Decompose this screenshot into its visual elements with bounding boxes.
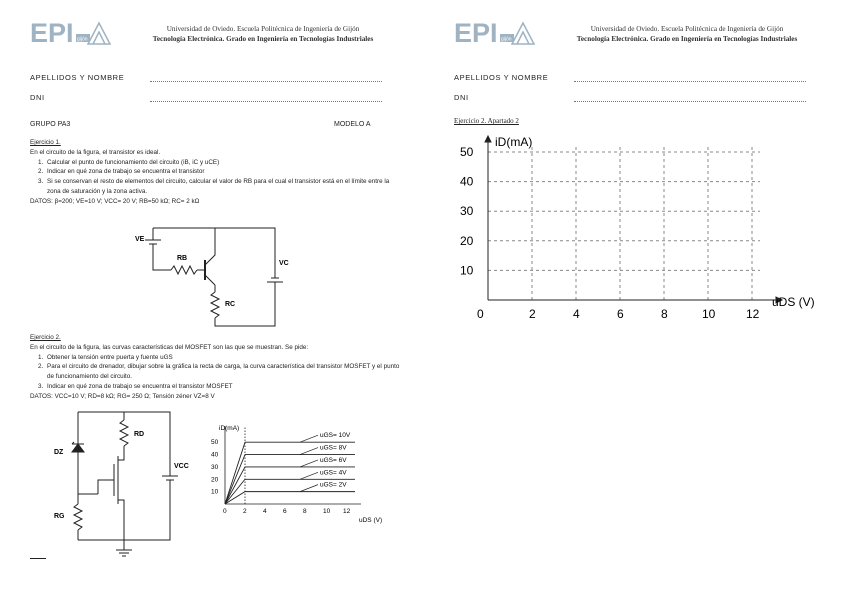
- name-input-line[interactable]: [150, 74, 382, 82]
- chart-ylabel: iD(mA): [219, 425, 240, 432]
- exercise-2-intro: En el circuito de la figura, las curvas características del MOSFET son las que se muestran. Se pide:: [30, 343, 309, 351]
- exercise-2-title: Ejercicio 2.: [30, 334, 61, 341]
- x-tick-label: 0: [223, 508, 227, 515]
- epi-logo: [454, 17, 536, 47]
- resistor-rg: [74, 504, 82, 530]
- name-label: APELLIDOS Y NOMBRE: [30, 73, 125, 82]
- resistor-rd: [120, 420, 128, 446]
- x-tick-label: 12: [343, 508, 351, 515]
- exercise-1-intro: En el circuito de la figura, el transistor es ideal.: [30, 148, 161, 156]
- x-tick-label: 8: [661, 307, 668, 321]
- wire: [118, 500, 124, 540]
- header-line2: Tecnología Electrónica. Grado en Ingeniería en Tecnologías Industriales: [152, 35, 374, 43]
- y-tick-label: 10: [211, 488, 219, 496]
- battery-vc: [267, 278, 283, 282]
- exam-page-right: [424, 0, 848, 599]
- legend-leader: [300, 485, 318, 492]
- series-label: uGS= 4V: [320, 469, 347, 477]
- y-tick-label: 20: [460, 233, 474, 248]
- exercise-1-item: 3. Si se conservan el resto de elementos del circuito, calcular el valor de RB para el cual el transistor está en el límite entre la zona de saturación y la zona activa.: [45, 177, 400, 197]
- y-axis-arrow-icon: [485, 136, 491, 142]
- x-tick-label: 10: [702, 307, 716, 321]
- legend-leader: [300, 435, 318, 442]
- bjt-circuit: [135, 222, 290, 328]
- exercise-1-item: 1. Calcular el punto de funcionamiento del circuito (iB, iC y uCE): [45, 158, 400, 168]
- exercise-2-item: 3. Indicar en qué zona de trabajo se encuentra el transistor MOSFET: [45, 382, 400, 392]
- footer-mark: [30, 558, 46, 559]
- exercise-1-data: DATOS: β=200; VE=10 V; VCC= 20 V; RB=50 kΩ; RC= 2 kΩ: [30, 197, 200, 205]
- building-icon: [88, 23, 110, 44]
- x-tick-label: 0: [477, 307, 484, 321]
- y-tick-label: 40: [460, 174, 474, 189]
- x-tick-label: 4: [263, 508, 267, 515]
- chart-ylabel: iD(mA): [495, 135, 533, 149]
- x-tick-label: 8: [303, 508, 307, 515]
- zener-diode: [72, 442, 84, 452]
- header-line1: Universidad de Oviedo. Escuela Politécnica de Ingeniería de Gijón: [590, 25, 784, 33]
- logo-badge: gijón: [77, 36, 88, 43]
- epi-logo: [30, 17, 112, 47]
- y-tick-label: 50: [211, 439, 219, 447]
- section-title: Ejercicio 2. Apartado 2: [454, 117, 519, 125]
- exercise-2-item: 2. Para el circuito de drenador, dibujar sobre la gráfica la recta de carga, la curva característica del transistor MOSFET y el punto de funcionamiento del circuito.: [45, 362, 400, 382]
- page-header: [552, 24, 822, 44]
- ve-label: VE: [135, 236, 145, 243]
- logo-text: EPI: [30, 18, 74, 47]
- x-tick-label: 4: [573, 307, 580, 321]
- legend-leader: [300, 460, 318, 467]
- mosfet: [114, 446, 124, 504]
- chart-xlabel: uDS (V): [359, 517, 383, 524]
- y-tick-label: 30: [211, 463, 219, 471]
- model-label: MODELO A: [334, 121, 371, 128]
- exercise-1-item: 2. Indicar en qué zona de trabajo se encuentra el transistor: [45, 167, 400, 177]
- dni-input-line[interactable]: [150, 94, 382, 102]
- series-label: uGS= 10V: [320, 432, 351, 440]
- resistor-rc: [211, 292, 219, 318]
- wire: [78, 480, 114, 494]
- wire: [153, 244, 171, 270]
- chart-xlabel: uDS (V): [772, 295, 815, 309]
- resistor-rb: [171, 266, 197, 274]
- exercise-2-item: 1. Obtener la tensión entre puerta y fuente uGS: [45, 353, 400, 363]
- exercise-2-data: DATOS: VCC=10 V; RD=8 kΩ; RG= 250 Ω; Tensión zéner VZ=8 V: [30, 392, 215, 400]
- wire: [215, 228, 275, 278]
- rc-label: RC: [225, 301, 236, 308]
- ground-icon: [116, 540, 132, 556]
- header-line2: Tecnología Electrónica. Grado en Ingeniería en Tecnologías Industriales: [576, 35, 798, 43]
- rd-label: RD: [134, 431, 145, 438]
- legend-leader: [300, 448, 318, 455]
- header-line1: Universidad de Oviedo. Escuela Politécnica de Ingeniería de Gijón: [166, 25, 360, 33]
- x-tick-label: 6: [283, 508, 287, 515]
- dni-label: DNI: [454, 93, 469, 102]
- exercise-1-title: Ejercicio 1.: [30, 139, 61, 146]
- name-label: APELLIDOS Y NOMBRE: [454, 73, 549, 82]
- transistor-leads: [205, 228, 215, 285]
- rg-label: RG: [54, 513, 65, 520]
- y-tick-label: 20: [211, 476, 219, 484]
- y-tick-label: 40: [211, 451, 219, 459]
- battery-ve: [145, 240, 161, 244]
- name-input-line[interactable]: [574, 74, 806, 82]
- wire: [78, 412, 170, 476]
- curve-series: [225, 492, 355, 504]
- building-icon: [512, 23, 534, 44]
- group-label: GRUPO PA3: [30, 121, 71, 128]
- vcc-label: VCC: [174, 463, 189, 470]
- x-tick-label: 12: [746, 307, 760, 321]
- mosfet-circuit: [50, 408, 190, 563]
- y-tick-label: 10: [460, 263, 474, 278]
- series-label: uGS= 8V: [320, 444, 347, 452]
- mosfet-characteristics-chart: [203, 422, 403, 532]
- answer-grid-chart: [454, 130, 829, 325]
- wire: [215, 282, 275, 326]
- dni-label: DNI: [30, 93, 45, 102]
- x-tick-label: 2: [529, 307, 536, 321]
- dni-input-line[interactable]: [574, 94, 806, 102]
- x-tick-label: 10: [323, 508, 331, 515]
- dz-label: DZ: [54, 449, 64, 456]
- battery-vcc: [162, 476, 178, 480]
- series-label: uGS= 6V: [320, 456, 347, 464]
- series-label: uGS= 2V: [320, 481, 347, 489]
- exercise-2: [30, 333, 400, 402]
- exercise-1: [30, 138, 400, 207]
- page-header: [128, 24, 398, 44]
- y-tick-label: 30: [460, 204, 474, 219]
- legend-leader: [300, 472, 318, 479]
- x-tick-label: 2: [243, 508, 247, 515]
- logo-badge: gijón: [501, 36, 512, 43]
- rb-label: RB: [177, 255, 188, 262]
- x-tick-label: 6: [617, 307, 624, 321]
- vc-label: VC: [279, 260, 289, 267]
- y-tick-label: 50: [460, 145, 474, 159]
- logo-text: EPI: [454, 18, 498, 47]
